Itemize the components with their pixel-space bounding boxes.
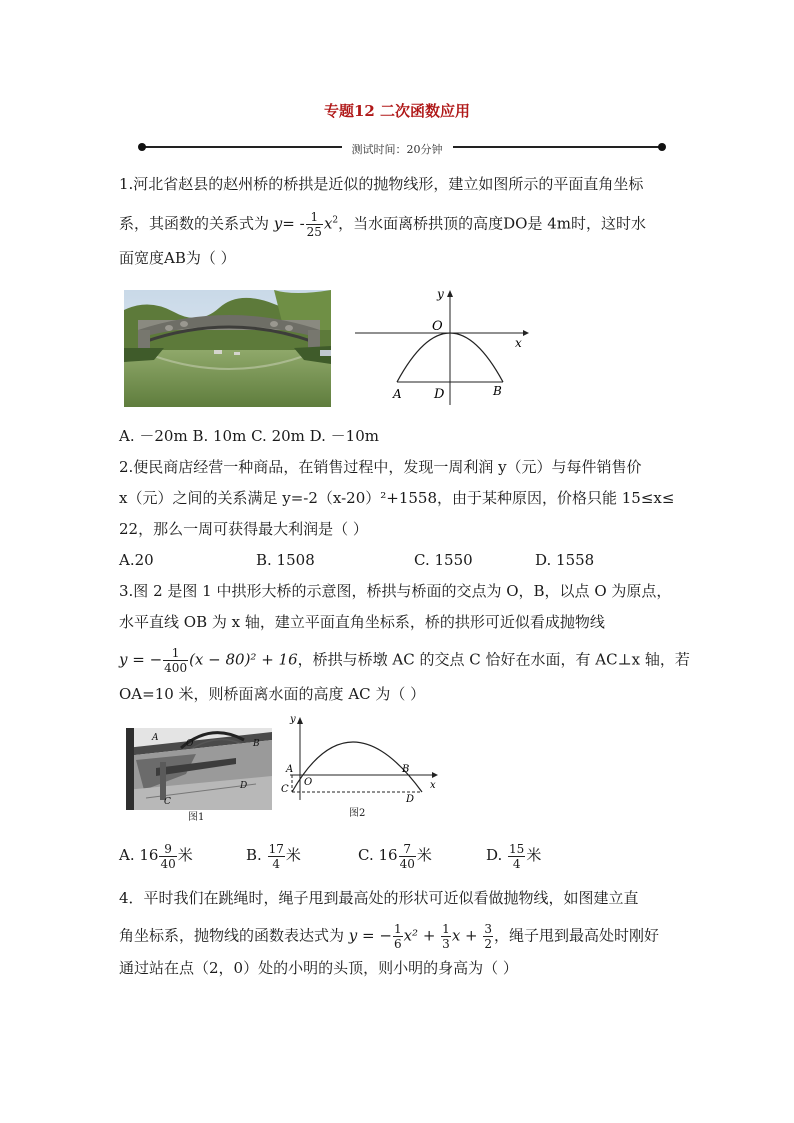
q4-line2: 角坐标系，抛物线的函数表达式为 y = − $\frac{1}{6}$ x² + $\frac{1}{3}$ x + $\frac{3}{2}$ ，绳子甩到最高处时刚好 [119, 922, 660, 951]
label-b: B [493, 384, 502, 398]
q2-option-b: B. 1508 [256, 551, 315, 569]
q4-line1: 4．平时我们在跳绳时，绳子甩到最高处的形状可近似看做抛物线，如图建立直 [119, 889, 639, 907]
q2-option-c: C. 1550 [414, 551, 473, 569]
q3-fraction: $\frac{1}{400}$ [164, 646, 188, 675]
y-axis-arrow [297, 717, 303, 724]
q3-parabola-graph [276, 712, 442, 804]
q3-line1: 3.图 2 是图 1 中拱形大桥的示意图，桥拱与桥面的交点为 O，B，以点 O 为原点， [119, 582, 672, 600]
fig1-label-a: A [152, 733, 159, 743]
q3-option-a: A. 16 $\frac{9}{40}$ 米 [119, 841, 193, 871]
q1-fraction: $\frac{1}{25}$ [306, 210, 322, 239]
label-a: A [393, 387, 402, 401]
zhaozhou-bridge-photo [124, 290, 331, 407]
q3-option-c: C. 16 $\frac{7}{40}$ 米 [358, 841, 432, 871]
q2-option-a: A.20 [119, 551, 154, 569]
q1-parabola-graph [355, 285, 535, 410]
q3-option-d: D. $\frac{15}{4}$ 米 [486, 841, 542, 871]
q3-line2: 水平直线 OB 为 x 轴，建立平面直角坐标系，桥的拱形可近似看成抛物线 [119, 613, 605, 631]
q1-line1: 1.河北省赵县的赵州桥的桥拱是近似的抛物线形，建立如图所示的平面直角坐标 [119, 175, 644, 193]
fig2-label-x: x [430, 780, 436, 791]
q2-line3: 22，那么一周可获得最大利润是（ ） [119, 520, 368, 538]
q2-line1: 2.便民商店经营一种商品，在销售过程中，发现一周利润 y（元）与每件销售价 [119, 458, 642, 476]
fig2-label-o: O [304, 777, 313, 788]
label-o: O [432, 319, 443, 334]
q3-line3: y = − $\frac{1}{400}$ (x − 80)² + 16，桥拱与桥墩 AC 的交点 C 恰好在水面，有 AC⊥x 轴，若 [119, 646, 690, 675]
fig2-label-y: y [290, 714, 296, 725]
q4-line3: 通过站在点（2，0）处的小明的头顶，则小明的身高为（ ） [119, 959, 518, 977]
label-d: D [434, 387, 445, 402]
fig2-label-a: A [286, 764, 294, 775]
x-axis-arrow [432, 772, 438, 778]
fig1-caption: 图1 [188, 812, 205, 823]
y-axis-arrow [447, 290, 453, 297]
fig2-label-c: C [281, 784, 289, 795]
fig2-label-b: B [402, 764, 410, 775]
page-title: 专题12 二次函数应用 [323, 102, 471, 120]
q2-line2: x（元）之间的关系满足 y=-2（x-20）²+1558，由于某种原因，价格只能 15≤x≤ [119, 489, 675, 507]
q3-option-b: B. $\frac{17}{4}$ 米 [246, 841, 301, 871]
label-x: x [515, 336, 522, 350]
q3-line4: OA=10 米，则桥面离水面的高度 AC 为（ ） [119, 685, 426, 703]
q1-options: A. －20m B. 10m C. 20m D. －10m [119, 427, 379, 445]
q1-line2: 系，其函数的关系式为 y= - $\frac{1}{25}$ $x^2$，当水面离桥拱顶的高度DO是 4m时，这时水 [119, 210, 647, 239]
fig1-label-d: D [240, 781, 248, 791]
q1-line3: 面宽度AB为（ ） [119, 249, 236, 267]
fig1-label-c: C [164, 797, 171, 807]
fig2-caption: 图2 [349, 808, 366, 819]
test-time: 测试时间：20分钟 [0, 138, 794, 157]
label-y: y [437, 287, 444, 301]
fig1-label-o: O [186, 739, 194, 749]
fig2-label-d: D [406, 794, 415, 804]
arch-bridge-photo [126, 728, 272, 810]
fig1-label-b: B [253, 739, 260, 749]
x-axis-arrow [523, 330, 529, 336]
q2-option-d: D. 1558 [535, 551, 595, 569]
